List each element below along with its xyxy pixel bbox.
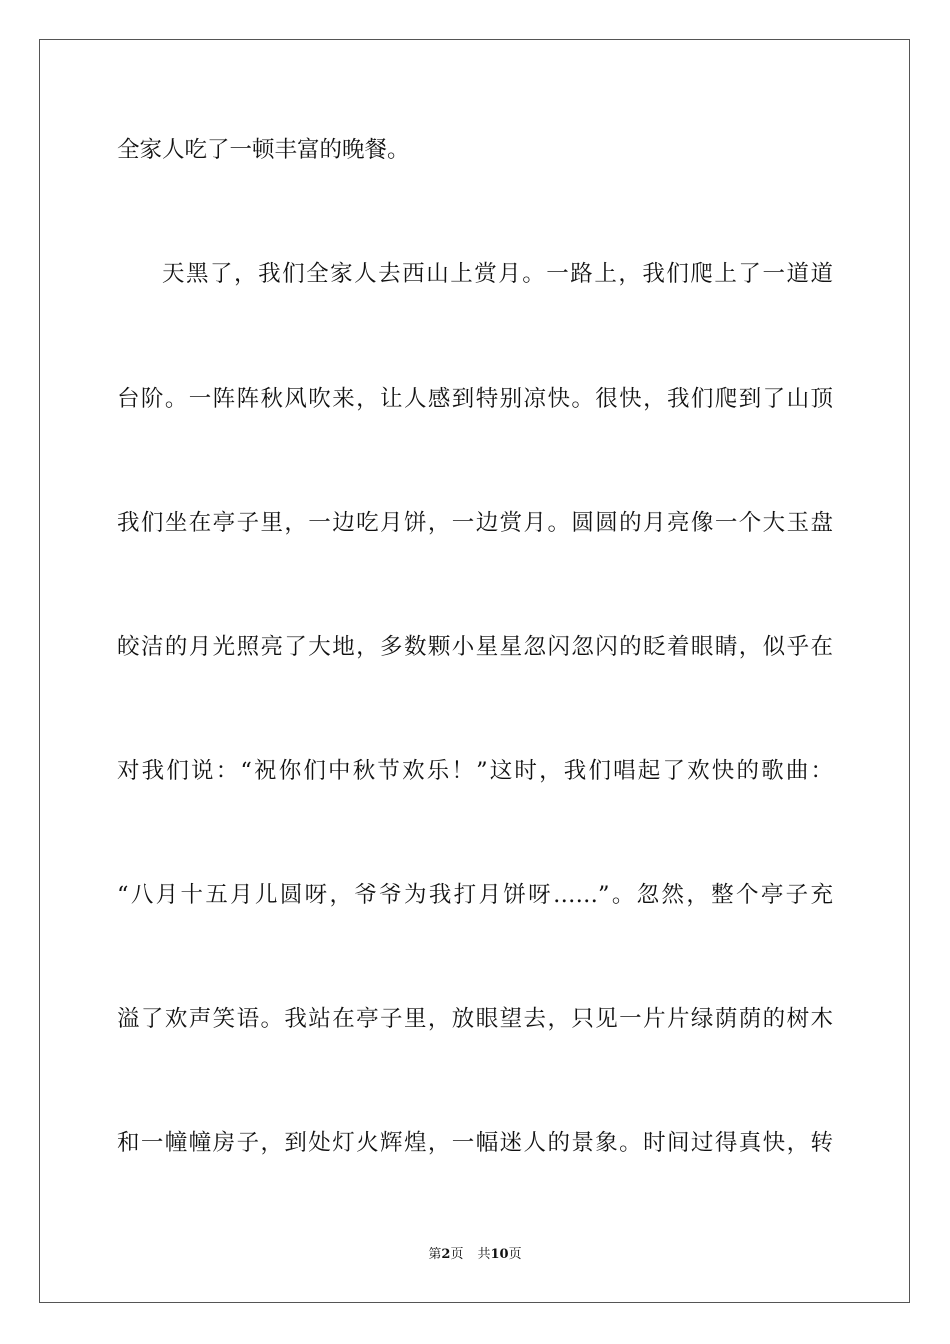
page-footer xyxy=(0,1247,950,1263)
body-text-line-3: 台阶。一阵阵秋风吹来，让人感到特别凉快。很快，我们爬到了山顶 xyxy=(117,386,833,412)
body-text-line-2: 天黑了，我们全家人去西山上赏月。一路上，我们爬上了一道道 xyxy=(162,261,833,287)
body-text-line-8: 溢了欢声笑语。我站在亭子里，放眼望去，只见一片片绿荫荫的树木 xyxy=(117,1006,833,1032)
footer-total-prefix: 共 xyxy=(477,1247,491,1262)
body-text-line-7: “八月十五月儿圆呀，爷爷为我打月饼呀……”。忽然，整个亭子充 xyxy=(117,882,833,908)
body-text-line-1: 全家人吃了一顿丰富的晚餐。 xyxy=(117,137,410,163)
body-text-line-4: 我们坐在亭子里，一边吃月饼，一边赏月。圆圆的月亮像一个大玉盘 xyxy=(117,510,833,536)
footer-page-number: 2 xyxy=(441,1247,451,1262)
body-text-line-6: 对我们说：“祝你们中秋节欢乐！”这时，我们唱起了欢快的歌曲： xyxy=(117,758,833,784)
page-border xyxy=(39,39,910,1303)
footer-page-prefix: 第 xyxy=(428,1247,442,1262)
footer-page-suffix: 页 xyxy=(450,1247,464,1262)
body-text-line-5: 皎洁的月光照亮了大地，多数颗小星星忽闪忽闪的眨着眼睛，似乎在 xyxy=(117,634,833,660)
body-text-line-9: 和一幢幢房子，到处灯火辉煌，一幅迷人的景象。时间过得真快，转 xyxy=(117,1130,833,1156)
footer-total-number: 10 xyxy=(490,1247,509,1262)
footer-total-suffix: 页 xyxy=(508,1247,522,1262)
